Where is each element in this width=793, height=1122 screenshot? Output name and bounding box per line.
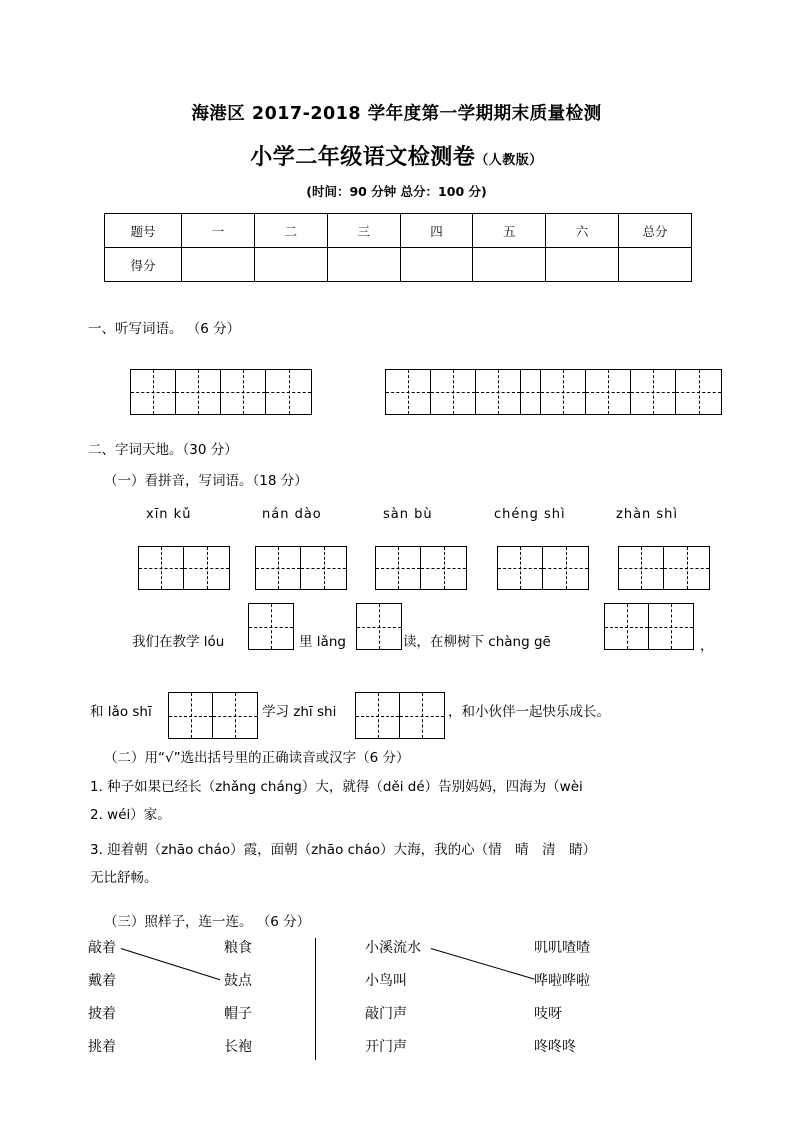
match-left-target-1[interactable]: 粮食 xyxy=(224,940,252,956)
row-label-question-number: 题号 xyxy=(105,214,182,248)
match-right-item-3[interactable]: 敲门声 xyxy=(365,1006,407,1022)
grid-cell[interactable] xyxy=(376,547,421,589)
grid-cell[interactable] xyxy=(400,693,444,738)
column-header-4: 四 xyxy=(400,214,473,248)
grid-cell[interactable] xyxy=(213,693,257,738)
match-right-target-2[interactable]: 哗啦哗啦 xyxy=(534,973,590,989)
choice-item-3-continued[interactable]: 无比舒畅。 xyxy=(90,870,158,886)
section-two-part-one-heading: （一）看拼音，写词语。（18 分） xyxy=(104,473,308,489)
pinyin-label-5: zhàn shì xyxy=(616,507,679,522)
grid-cell[interactable] xyxy=(664,547,709,589)
fill-grid-laoshi[interactable] xyxy=(168,692,258,739)
column-header-total: 总分 xyxy=(619,214,692,248)
column-header-2: 二 xyxy=(254,214,327,248)
match-right-target-3[interactable]: 吱呀 xyxy=(534,1006,562,1022)
match-right-target-4[interactable]: 咚咚咚 xyxy=(534,1039,576,1055)
fill-sentence-2-segment-2: 学习 zhī shi xyxy=(262,704,337,720)
column-header-6: 六 xyxy=(546,214,619,248)
fill-grid-zhishi[interactable] xyxy=(355,692,445,739)
grid-cell[interactable] xyxy=(543,547,588,589)
grid-cell[interactable] xyxy=(498,547,543,589)
grid-cell[interactable] xyxy=(421,547,466,589)
dictation-grid-group-1[interactable] xyxy=(130,369,312,415)
fill-grid-lou[interactable] xyxy=(248,603,294,650)
pinyin-label-3: sàn bù xyxy=(383,507,433,522)
score-cell-2[interactable] xyxy=(254,248,327,282)
match-right-drawn-line xyxy=(431,948,535,980)
score-cell-3[interactable] xyxy=(327,248,400,282)
score-cell-5[interactable] xyxy=(473,248,546,282)
choice-item-1[interactable]: 1. 种子如果已经长（zhǎng cháng）大，就得（děi dé）告别妈妈，四海为（wèi xyxy=(90,779,583,795)
match-right-target-1[interactable]: 叽叽喳喳 xyxy=(534,940,590,956)
paper-title-line xyxy=(0,140,793,171)
paper-edition: （人教版） xyxy=(475,153,543,168)
choice-item-2[interactable]: 2. wéi）家。 xyxy=(90,807,171,823)
exam-title: 海港区 2017-2018 学年度第一学期期末质量检测 xyxy=(191,104,602,124)
grid-cell[interactable] xyxy=(649,604,693,649)
section-two-heading: 二、字词天地。（30 分） xyxy=(88,442,238,458)
table-row-question-numbers xyxy=(105,214,692,248)
grid-cell[interactable] xyxy=(249,604,293,649)
grid-cell[interactable] xyxy=(541,370,586,414)
fill-sentence-1-segment-2: 里 lǎng xyxy=(299,634,346,650)
grid-cell[interactable] xyxy=(431,370,476,414)
score-cell-4[interactable] xyxy=(400,248,473,282)
choice-item-3[interactable]: 3. 迎着朝（zhāo cháo）霞，面朝（zhāo cháo）大海，我的心（情 晴 清 睛） xyxy=(90,842,597,858)
table-row-scores xyxy=(105,248,692,282)
grid-cell[interactable] xyxy=(476,370,521,414)
column-header-3: 三 xyxy=(327,214,400,248)
match-left-target-3[interactable]: 帽子 xyxy=(224,1006,252,1022)
pinyin-label-1: xīn kǔ xyxy=(146,507,192,522)
grid-cell[interactable] xyxy=(676,370,721,414)
grid-cell[interactable] xyxy=(357,604,401,649)
grid-cell[interactable] xyxy=(256,547,301,589)
grid-cell[interactable] xyxy=(184,547,229,589)
grid-cell[interactable] xyxy=(619,547,664,589)
grid-cell[interactable] xyxy=(605,604,649,649)
section-two-part-two-heading: （二）用“√”选出括号里的正确读音或汉字（6 分） xyxy=(104,750,410,766)
fill-sentence-2-segment-3: ，和小伙伴一起快乐成长。 xyxy=(448,704,610,720)
grid-cell[interactable] xyxy=(386,370,431,414)
column-header-5: 五 xyxy=(473,214,546,248)
grid-cell[interactable] xyxy=(139,547,184,589)
row-label-score: 得分 xyxy=(105,248,182,282)
pinyin-answer-grid-5[interactable] xyxy=(618,546,710,590)
dictation-grid-group-3[interactable] xyxy=(540,369,722,415)
fill-grid-lang[interactable] xyxy=(356,603,402,650)
match-right-item-1[interactable]: 小溪流水 xyxy=(365,940,421,956)
column-header-1: 一 xyxy=(182,214,255,248)
match-left-item-3[interactable]: 披着 xyxy=(88,1006,116,1022)
match-left-item-2[interactable]: 戴着 xyxy=(88,973,116,989)
paper-title: 小学二年级语文检测卷 xyxy=(250,145,476,170)
pinyin-answer-grid-4[interactable] xyxy=(497,546,589,590)
fill-sentence-1-segment-3: 读，在柳树下 chàng gē xyxy=(403,634,551,650)
grid-cell[interactable] xyxy=(631,370,676,414)
match-right-item-2[interactable]: 小鸟叫 xyxy=(365,973,407,989)
exam-meta: (时间：90 分钟 总分：100 分) xyxy=(306,184,487,199)
pinyin-label-2: nán dào xyxy=(262,507,322,522)
pinyin-answer-grid-3[interactable] xyxy=(375,546,467,590)
match-left-target-2[interactable]: 鼓点 xyxy=(224,973,252,989)
fill-sentence-1-segment-1: 我们在教学 lóu xyxy=(132,634,225,650)
section-two-part-three-heading: （三）照样子，连一连。 （6 分） xyxy=(104,914,311,930)
score-table xyxy=(104,213,692,282)
fill-sentence-2-segment-1: 和 lǎo shī xyxy=(90,704,152,720)
score-cell-total[interactable] xyxy=(619,248,692,282)
grid-cell[interactable] xyxy=(586,370,631,414)
grid-cell[interactable] xyxy=(169,693,213,738)
grid-cell[interactable] xyxy=(266,370,311,414)
grid-cell[interactable] xyxy=(356,693,400,738)
grid-cell[interactable] xyxy=(301,547,346,589)
grid-cell[interactable] xyxy=(221,370,266,414)
pinyin-label-4: chéng shì xyxy=(494,507,566,522)
match-left-drawn-line xyxy=(121,948,220,980)
match-right-item-4[interactable]: 开门声 xyxy=(365,1039,407,1055)
fill-grid-changge[interactable] xyxy=(604,603,694,650)
pinyin-answer-grid-1[interactable] xyxy=(138,546,230,590)
grid-cell[interactable] xyxy=(131,370,176,414)
section-one-heading: 一、听写词语。 （6 分） xyxy=(88,321,241,337)
match-left-item-4[interactable]: 挑着 xyxy=(88,1039,116,1055)
pinyin-answer-grid-2[interactable] xyxy=(255,546,347,590)
fill-sentence-1-segment-4: ， xyxy=(700,638,714,654)
match-left-item-1[interactable]: 敲着 xyxy=(88,940,116,956)
matching-groups-divider xyxy=(315,938,316,1060)
grid-cell[interactable] xyxy=(176,370,221,414)
score-cell-1[interactable] xyxy=(182,248,255,282)
match-left-target-4[interactable]: 长袍 xyxy=(224,1039,252,1055)
score-cell-6[interactable] xyxy=(546,248,619,282)
